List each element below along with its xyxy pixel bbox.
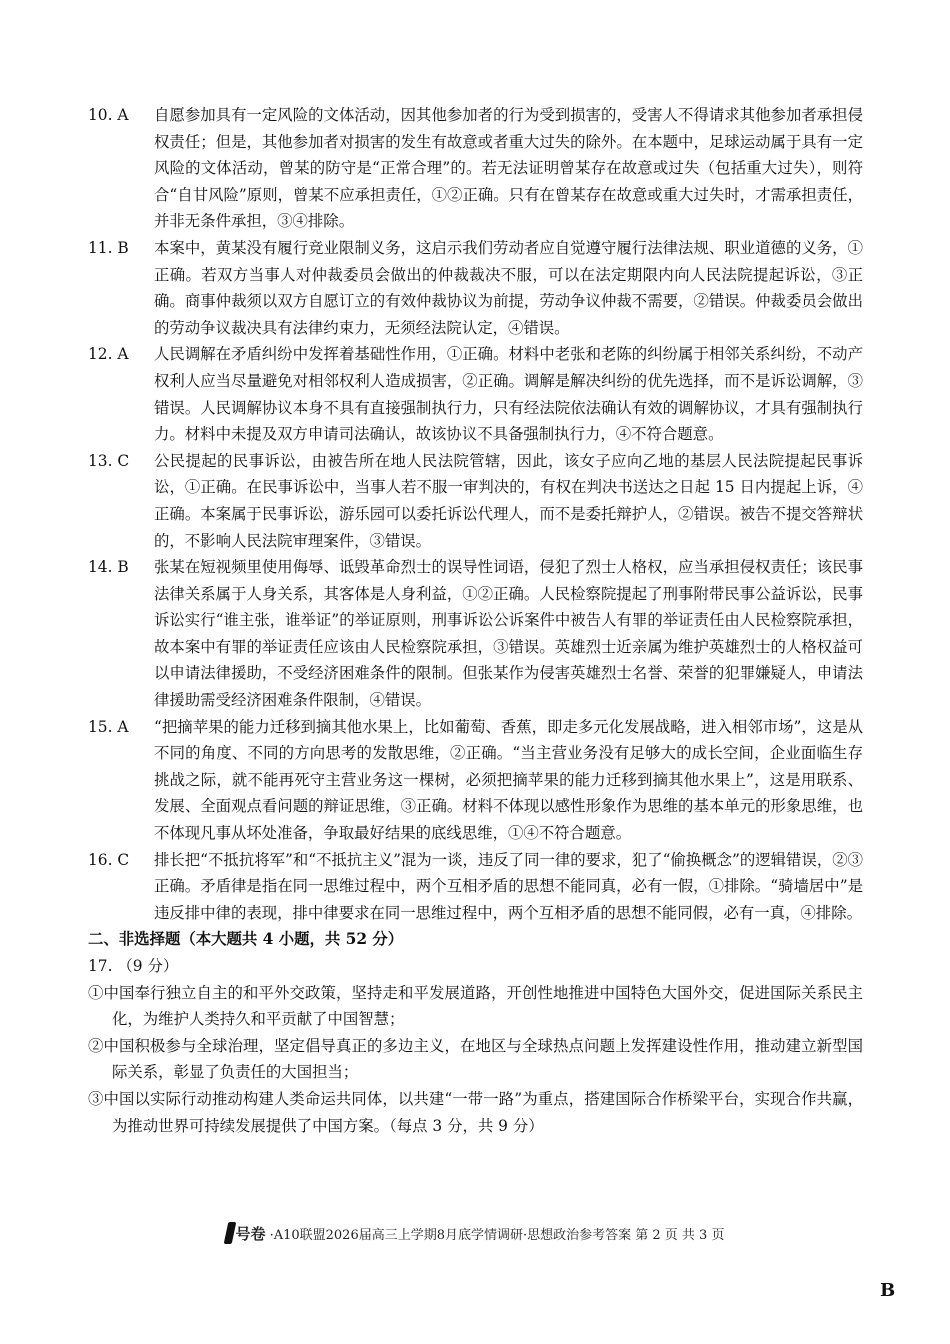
- answer-explanation: 公民提起的民事诉讼，由被告所在地人民法院管辖，因此，该女子应向乙地的基层人民法院提起民事诉讼，①正确。在民事诉讼中，当事人若不服一审判决的，有权在判决书送达之日起 15 日内提起上诉，④正确。本案属于民事诉讼，游乐园可以委托诉讼代理人，而不是委托辩护人，②错误。被告不提交答辩状的，不影响人民法院审理案件，③错误。: [154, 451, 863, 550]
- answer-point: ②中国积极参与全球治理，坚定倡导真正的多边主义，在地区与全球热点问题上发挥建设性作用，推动建立新型国际关系，彰显了负责任的大国担当；: [88, 1036, 863, 1082]
- answer-number: 11. B: [88, 238, 129, 257]
- answer-item: [88, 102, 863, 235]
- section-title: 二、非选择题（本大题共 4 小题，共 52 分）: [88, 930, 404, 949]
- answer-explanation: 本案中，黄某没有履行竞业限制义务，这启示我们劳动者应自觉遵守履行法律法规、职业道德的义务，①正确。若双方当事人对仲裁委员会做出的仲裁裁决不服，可以在法定期限内向人民法院提起诉讼，③正确。商事仲裁须以双方自愿订立的有效仲裁协议为前提，劳动争议仲裁不需要，②错误。仲裁委员会做出的劳动争议裁决具有法律约束力，无须经法院认定，④错误。: [154, 238, 863, 337]
- answer-number: 16. C: [88, 850, 130, 869]
- answer-explanation: 张某在短视频里使用侮辱、诋毁革命烈士的误导性词语，侵犯了烈士人格权，应当承担侵权责任；该民事法律关系属于人身关系，其客体是人身利益，①②正确。人民检察院提起了刑事附带民事公益诉讼，民事诉讼实行“谁主张，谁举证”的举证原则，刑事诉讼公诉案件中被告人有罪的举证责任由人民检察院承担，故本案中有罪的举证责任应该由人民检察院承担，③错误。英雄烈士近亲属为维护英雄烈士的人格权益可以申请法律援助，不受经济困难条件的限制。但张某作为侵害英雄烈士名誉、荣誉的犯罪嫌疑人，申请法律援助需受经济困难条件限制，④错误。: [154, 558, 863, 710]
- version-letter: B: [880, 1280, 896, 1301]
- answer-number: 12. A: [88, 345, 129, 364]
- question-17-header: 17. （9 分）: [88, 957, 179, 975]
- logo-mark-icon: [223, 1222, 236, 1244]
- answer-number: 15. A: [88, 717, 129, 736]
- answer-number: 10. A: [88, 106, 129, 124]
- answer-list: [88, 102, 863, 926]
- answer-explanation: 排长把“不抵抗将军”和“不抵抗主义”混为一谈，违反了同一律的要求，犯了“偷换概念”的逻辑错误，②③正确。矛盾律是指在同一思维过程中，两个互相矛盾的思想不能同真，必有一假，①排除。“骑墙居中”是违反排中律的表现，排中律要求在同一思维过程中，两个互相矛盾的思想不能同假，必有一真，④排除。: [154, 850, 864, 922]
- answer-item: [88, 554, 863, 714]
- answer-item: [88, 235, 863, 341]
- answer-explanation: “把摘苹果的能力迁移到摘其他水果上，比如葡萄、香蕉，即走多元化发展战略，进入相邻市场”，这是从不同的角度、不同的方向思考的发散思维，②正确。“当主营业务没有足够大的成长空间，企业面临生存挑战之际，就不能再死守主营业务这一棵树，必须把摘苹果的能力迁移到摘其他水果上”，这是用联系、发展、全面观点看问题的辩证思维，③正确。材料不体现以感性形象作为思维的基本单元的形象思维，也不体现凡事从坏处准备，争取最好结果的底线思维，①④不符合题意。: [154, 717, 863, 843]
- page-footer: [0, 1222, 950, 1244]
- answer-item: [88, 448, 863, 554]
- answer-explanation: 人民调解在矛盾纠纷中发挥着基础性作用，①正确。材料中老张和老陈的纠纷属于相邻关系纠纷，不动产权利人应当尽量避免对相邻权利人造成损害，②正确。调解是解决纠纷的优先选择，而不是诉讼调解，③错误。人民调解协议本身不具有直接强制执行力，只有经法院依法确认有效的调解协议，才具有强制执行力。材料中未提及双方申请司法确认，故该协议不具备强制执行力，④不符合题意。: [154, 345, 863, 444]
- answer-number: 14. B: [88, 558, 129, 577]
- answer-point: ①中国奉行独立自主的和平外交政策，坚持走和平发展道路，开创性地推进中国特色大国外交，促进国际关系民主化，为维护人类持久和平贡献了中国智慧；: [88, 983, 863, 1029]
- logo-text: 号卷: [235, 1224, 266, 1243]
- answer-point: ③中国以实际行动推动构建人类命运共同体，以共建“一带一路”为重点，搭建国际合作桥梁平台，实现合作共赢，为推动世界可持续发展提供了中国方案。（每点 3 分，共 9 分）: [88, 1089, 863, 1135]
- answer-page: [88, 102, 863, 1139]
- answer-item: [88, 714, 863, 847]
- question-17-points: [88, 980, 863, 1140]
- footer-text: ·A10联盟2026届高三上学期8月底学情调研·思想政治参考答案 第 2 页 共 3 页: [269, 1227, 725, 1243]
- answer-item: [88, 341, 863, 447]
- answer-explanation: 自愿参加具有一定风险的文体活动，因其他参加者的行为受到损害的，受害人不得请求其他参加者承担侵权责任；但是，其他参加者对损害的发生有故意或者重大过失的除外。在本题中，足球运动属于具有一定风险的文体活动，曾某的防守是“正常合理”的。若无法证明曾某存在故意或过失（包括重大过失），则符合“自甘风险”原则，曾某不应承担责任，①②正确。只有在曾某存在故意或重大过失时，才需承担责任，并非无条件承担，③④排除。: [154, 106, 863, 231]
- answer-item: [88, 847, 863, 927]
- publisher-logo: [226, 1222, 266, 1244]
- answer-number: 13. C: [88, 451, 130, 470]
